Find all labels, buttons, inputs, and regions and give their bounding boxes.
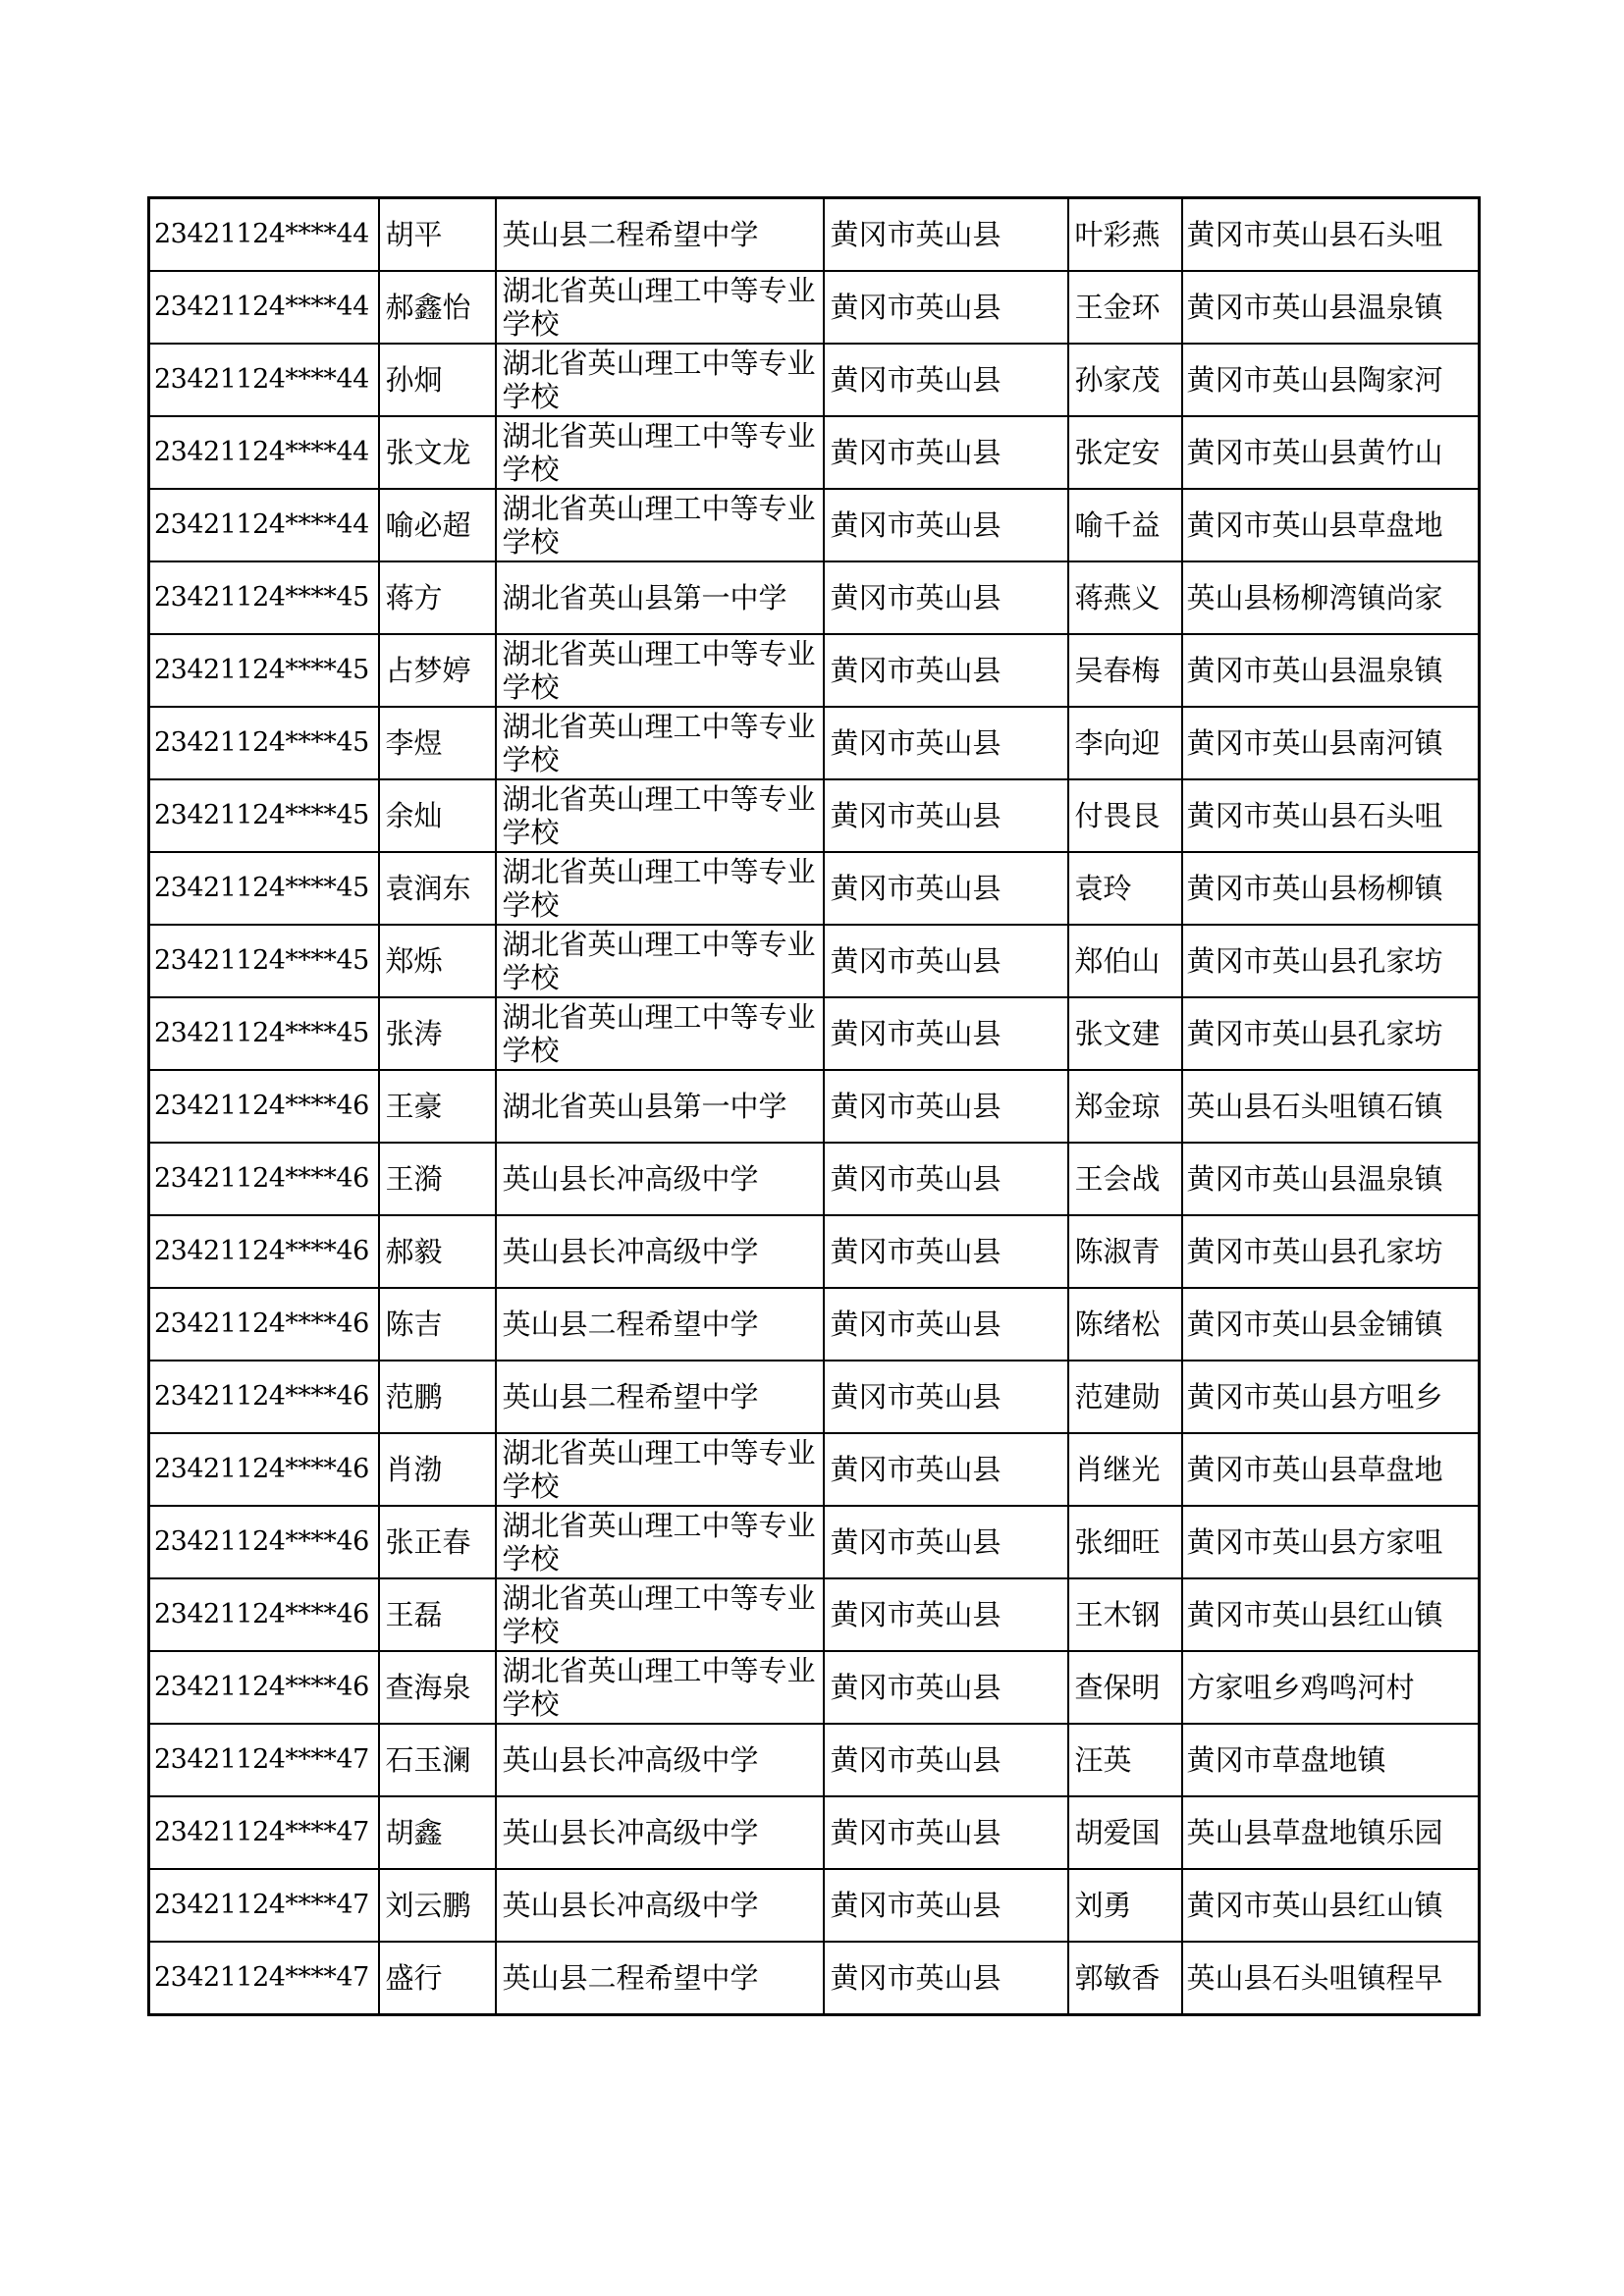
address-cell: 黄冈市草盘地镇 xyxy=(1182,1724,1480,1796)
school-cell: 湖北省英山县第一中学 xyxy=(496,1070,824,1143)
school-cell: 湖北省英山理工中等专业学校 xyxy=(496,707,824,779)
guardian-name-cell: 袁玲 xyxy=(1068,852,1182,925)
id-number-cell: 23421124****44 xyxy=(149,489,379,561)
guardian-name-cell: 付畏艮 xyxy=(1068,779,1182,852)
id-number-cell: 23421124****47 xyxy=(149,1796,379,1869)
student-name-cell: 石玉澜 xyxy=(379,1724,496,1796)
guardian-name-cell: 叶彩燕 xyxy=(1068,198,1182,272)
school-cell: 英山县二程希望中学 xyxy=(496,1361,824,1433)
school-cell: 湖北省英山理工中等专业学校 xyxy=(496,852,824,925)
id-number-cell: 23421124****46 xyxy=(149,1070,379,1143)
address-cell: 黄冈市英山县方咀乡 xyxy=(1182,1361,1480,1433)
guardian-name-cell: 孙家茂 xyxy=(1068,344,1182,416)
guardian-name-cell: 陈淑青 xyxy=(1068,1215,1182,1288)
region-cell: 黄冈市英山县 xyxy=(824,1651,1068,1724)
region-cell: 黄冈市英山县 xyxy=(824,1578,1068,1651)
guardian-name-cell: 喻千益 xyxy=(1068,489,1182,561)
id-number-cell: 23421124****44 xyxy=(149,198,379,272)
region-cell: 黄冈市英山县 xyxy=(824,925,1068,997)
address-cell: 黄冈市英山县温泉镇 xyxy=(1182,1143,1480,1215)
student-name-cell: 张涛 xyxy=(379,997,496,1070)
table-row xyxy=(149,1070,1480,1143)
guardian-name-cell: 张细旺 xyxy=(1068,1506,1182,1578)
address-cell: 黄冈市英山县陶家河 xyxy=(1182,344,1480,416)
student-name-cell: 孙炯 xyxy=(379,344,496,416)
guardian-name-cell: 肖继光 xyxy=(1068,1433,1182,1506)
address-cell: 黄冈市英山县草盘地 xyxy=(1182,1433,1480,1506)
table-row xyxy=(149,707,1480,779)
region-cell: 黄冈市英山县 xyxy=(824,779,1068,852)
address-cell: 黄冈市英山县红山镇 xyxy=(1182,1869,1480,1942)
id-number-cell: 23421124****46 xyxy=(149,1578,379,1651)
table-row xyxy=(149,1942,1480,2015)
school-cell: 湖北省英山理工中等专业学校 xyxy=(496,1433,824,1506)
guardian-name-cell: 查保明 xyxy=(1068,1651,1182,1724)
student-name-cell: 张文龙 xyxy=(379,416,496,489)
region-cell: 黄冈市英山县 xyxy=(824,344,1068,416)
id-number-cell: 23421124****45 xyxy=(149,925,379,997)
id-number-cell: 23421124****45 xyxy=(149,852,379,925)
id-number-cell: 23421124****46 xyxy=(149,1433,379,1506)
region-cell: 黄冈市英山县 xyxy=(824,707,1068,779)
region-cell: 黄冈市英山县 xyxy=(824,1724,1068,1796)
student-name-cell: 陈吉 xyxy=(379,1288,496,1361)
student-name-cell: 李煜 xyxy=(379,707,496,779)
table-row xyxy=(149,997,1480,1070)
address-cell: 黄冈市英山县南河镇 xyxy=(1182,707,1480,779)
school-cell: 英山县二程希望中学 xyxy=(496,198,824,272)
school-cell: 湖北省英山理工中等专业学校 xyxy=(496,344,824,416)
table-row xyxy=(149,344,1480,416)
school-cell: 英山县长冲高级中学 xyxy=(496,1869,824,1942)
table-row xyxy=(149,416,1480,489)
guardian-name-cell: 王会战 xyxy=(1068,1143,1182,1215)
student-name-cell: 袁润东 xyxy=(379,852,496,925)
student-name-cell: 范鹏 xyxy=(379,1361,496,1433)
school-cell: 英山县长冲高级中学 xyxy=(496,1724,824,1796)
table-row xyxy=(149,634,1480,707)
region-cell: 黄冈市英山县 xyxy=(824,1215,1068,1288)
student-name-cell: 胡鑫 xyxy=(379,1796,496,1869)
student-list-table xyxy=(147,196,1481,2016)
guardian-name-cell: 陈绪松 xyxy=(1068,1288,1182,1361)
table-row xyxy=(149,1724,1480,1796)
school-cell: 湖北省英山理工中等专业学校 xyxy=(496,271,824,344)
table-row xyxy=(149,1578,1480,1651)
guardian-name-cell: 王金环 xyxy=(1068,271,1182,344)
id-number-cell: 23421124****47 xyxy=(149,1942,379,2015)
address-cell: 方家咀乡鸡鸣河村 xyxy=(1182,1651,1480,1724)
student-name-cell: 王漪 xyxy=(379,1143,496,1215)
table-row xyxy=(149,489,1480,561)
region-cell: 黄冈市英山县 xyxy=(824,1361,1068,1433)
region-cell: 黄冈市英山县 xyxy=(824,852,1068,925)
school-cell: 英山县长冲高级中学 xyxy=(496,1143,824,1215)
id-number-cell: 23421124****46 xyxy=(149,1651,379,1724)
table-row xyxy=(149,779,1480,852)
guardian-name-cell: 李向迎 xyxy=(1068,707,1182,779)
address-cell: 黄冈市英山县石头咀 xyxy=(1182,198,1480,272)
id-number-cell: 23421124****44 xyxy=(149,271,379,344)
id-number-cell: 23421124****44 xyxy=(149,344,379,416)
region-cell: 黄冈市英山县 xyxy=(824,1288,1068,1361)
student-name-cell: 胡平 xyxy=(379,198,496,272)
school-cell: 英山县长冲高级中学 xyxy=(496,1796,824,1869)
school-cell: 英山县二程希望中学 xyxy=(496,1288,824,1361)
table-row xyxy=(149,925,1480,997)
id-number-cell: 23421124****45 xyxy=(149,561,379,634)
guardian-name-cell: 蒋燕义 xyxy=(1068,561,1182,634)
table-row xyxy=(149,1651,1480,1724)
address-cell: 黄冈市英山县温泉镇 xyxy=(1182,271,1480,344)
table-body xyxy=(149,198,1480,2015)
address-cell: 黄冈市英山县黄竹山 xyxy=(1182,416,1480,489)
guardian-name-cell: 刘勇 xyxy=(1068,1869,1182,1942)
table-row xyxy=(149,1215,1480,1288)
table-row xyxy=(149,1869,1480,1942)
student-name-cell: 喻必超 xyxy=(379,489,496,561)
school-cell: 湖北省英山理工中等专业学校 xyxy=(496,1578,824,1651)
region-cell: 黄冈市英山县 xyxy=(824,1070,1068,1143)
address-cell: 英山县杨柳湾镇尚家 xyxy=(1182,561,1480,634)
table-row xyxy=(149,852,1480,925)
id-number-cell: 23421124****46 xyxy=(149,1288,379,1361)
address-cell: 黄冈市英山县孔家坊 xyxy=(1182,925,1480,997)
student-name-cell: 郝鑫怡 xyxy=(379,271,496,344)
student-name-cell: 查海泉 xyxy=(379,1651,496,1724)
id-number-cell: 23421124****46 xyxy=(149,1361,379,1433)
id-number-cell: 23421124****46 xyxy=(149,1143,379,1215)
guardian-name-cell: 吴春梅 xyxy=(1068,634,1182,707)
student-name-cell: 盛行 xyxy=(379,1942,496,2015)
region-cell: 黄冈市英山县 xyxy=(824,997,1068,1070)
id-number-cell: 23421124****47 xyxy=(149,1724,379,1796)
table-row xyxy=(149,1506,1480,1578)
region-cell: 黄冈市英山县 xyxy=(824,198,1068,272)
school-cell: 英山县长冲高级中学 xyxy=(496,1215,824,1288)
school-cell: 湖北省英山理工中等专业学校 xyxy=(496,1651,824,1724)
region-cell: 黄冈市英山县 xyxy=(824,1506,1068,1578)
school-cell: 湖北省英山理工中等专业学校 xyxy=(496,779,824,852)
guardian-name-cell: 范建勋 xyxy=(1068,1361,1182,1433)
region-cell: 黄冈市英山县 xyxy=(824,634,1068,707)
address-cell: 黄冈市英山县方家咀 xyxy=(1182,1506,1480,1578)
id-number-cell: 23421124****44 xyxy=(149,416,379,489)
id-number-cell: 23421124****45 xyxy=(149,634,379,707)
table-row xyxy=(149,561,1480,634)
table-row xyxy=(149,1796,1480,1869)
region-cell: 黄冈市英山县 xyxy=(824,1143,1068,1215)
region-cell: 黄冈市英山县 xyxy=(824,489,1068,561)
id-number-cell: 23421124****45 xyxy=(149,707,379,779)
id-number-cell: 23421124****46 xyxy=(149,1506,379,1578)
table-row xyxy=(149,1433,1480,1506)
region-cell: 黄冈市英山县 xyxy=(824,1869,1068,1942)
student-name-cell: 郝毅 xyxy=(379,1215,496,1288)
id-number-cell: 23421124****45 xyxy=(149,997,379,1070)
address-cell: 黄冈市英山县孔家坊 xyxy=(1182,1215,1480,1288)
table-row xyxy=(149,198,1480,272)
school-cell: 湖北省英山理工中等专业学校 xyxy=(496,634,824,707)
region-cell: 黄冈市英山县 xyxy=(824,271,1068,344)
guardian-name-cell: 汪英 xyxy=(1068,1724,1182,1796)
address-cell: 英山县石头咀镇程早 xyxy=(1182,1942,1480,2015)
student-name-cell: 余灿 xyxy=(379,779,496,852)
region-cell: 黄冈市英山县 xyxy=(824,561,1068,634)
school-cell: 湖北省英山理工中等专业学校 xyxy=(496,416,824,489)
table-row xyxy=(149,271,1480,344)
table-row xyxy=(149,1288,1480,1361)
guardian-name-cell: 张文建 xyxy=(1068,997,1182,1070)
id-number-cell: 23421124****46 xyxy=(149,1215,379,1288)
school-cell: 湖北省英山理工中等专业学校 xyxy=(496,925,824,997)
guardian-name-cell: 胡爱国 xyxy=(1068,1796,1182,1869)
address-cell: 黄冈市英山县杨柳镇 xyxy=(1182,852,1480,925)
school-cell: 湖北省英山理工中等专业学校 xyxy=(496,489,824,561)
student-name-cell: 蒋方 xyxy=(379,561,496,634)
address-cell: 黄冈市英山县草盘地 xyxy=(1182,489,1480,561)
school-cell: 湖北省英山理工中等专业学校 xyxy=(496,1506,824,1578)
address-cell: 英山县石头咀镇石镇 xyxy=(1182,1070,1480,1143)
table-row xyxy=(149,1361,1480,1433)
address-cell: 黄冈市英山县金铺镇 xyxy=(1182,1288,1480,1361)
guardian-name-cell: 郑伯山 xyxy=(1068,925,1182,997)
table-row xyxy=(149,1143,1480,1215)
guardian-name-cell: 郑金琼 xyxy=(1068,1070,1182,1143)
school-cell: 湖北省英山理工中等专业学校 xyxy=(496,997,824,1070)
address-cell: 英山县草盘地镇乐园 xyxy=(1182,1796,1480,1869)
region-cell: 黄冈市英山县 xyxy=(824,1433,1068,1506)
school-cell: 湖北省英山县第一中学 xyxy=(496,561,824,634)
region-cell: 黄冈市英山县 xyxy=(824,1942,1068,2015)
guardian-name-cell: 王木钢 xyxy=(1068,1578,1182,1651)
region-cell: 黄冈市英山县 xyxy=(824,416,1068,489)
student-name-cell: 刘云鹏 xyxy=(379,1869,496,1942)
student-name-cell: 王磊 xyxy=(379,1578,496,1651)
address-cell: 黄冈市英山县温泉镇 xyxy=(1182,634,1480,707)
address-cell: 黄冈市英山县孔家坊 xyxy=(1182,997,1480,1070)
student-name-cell: 王豪 xyxy=(379,1070,496,1143)
student-name-cell: 郑烁 xyxy=(379,925,496,997)
address-cell: 黄冈市英山县石头咀 xyxy=(1182,779,1480,852)
region-cell: 黄冈市英山县 xyxy=(824,1796,1068,1869)
student-name-cell: 肖渤 xyxy=(379,1433,496,1506)
school-cell: 英山县二程希望中学 xyxy=(496,1942,824,2015)
guardian-name-cell: 郭敏香 xyxy=(1068,1942,1182,2015)
student-name-cell: 张正春 xyxy=(379,1506,496,1578)
id-number-cell: 23421124****47 xyxy=(149,1869,379,1942)
address-cell: 黄冈市英山县红山镇 xyxy=(1182,1578,1480,1651)
id-number-cell: 23421124****45 xyxy=(149,779,379,852)
guardian-name-cell: 张定安 xyxy=(1068,416,1182,489)
student-name-cell: 占梦婷 xyxy=(379,634,496,707)
